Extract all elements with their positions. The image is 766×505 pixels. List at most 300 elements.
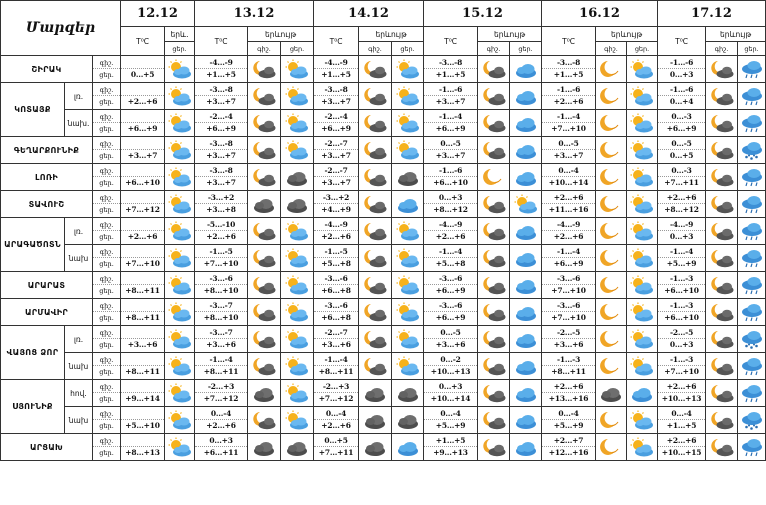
day-label: ցեր. (99, 260, 114, 268)
day-temp: +3…+7 (127, 151, 158, 160)
snow-cloud-icon (739, 410, 765, 431)
weather-cell (510, 272, 542, 299)
sun-cloud-icon (629, 167, 655, 188)
day-header: ցեր. (738, 42, 766, 56)
temperature-cell (121, 56, 165, 83)
day-label: ցեր. (99, 233, 114, 241)
night-temp: -4…-9 (314, 219, 358, 231)
weather-cell (478, 299, 510, 326)
moon-cloud-icon (481, 275, 507, 296)
temperature-cell (314, 299, 359, 326)
region-row (1, 191, 766, 218)
temperature-cell (314, 191, 359, 218)
night-temp: -3…-8 (314, 84, 358, 96)
moon-icon (598, 275, 624, 296)
weather-cell (706, 299, 738, 326)
weather-cell (510, 434, 542, 461)
moon-cloud-icon (251, 248, 277, 269)
weather-cell (478, 56, 510, 83)
temperature-cell (195, 353, 248, 380)
night-day-labels (93, 380, 121, 407)
temp-header: T⁰C (658, 27, 706, 56)
temperature-cell (658, 218, 706, 245)
day-temp: +8…+12 (664, 205, 699, 214)
moon-cloud-icon (481, 356, 507, 377)
weather-cell (738, 272, 766, 299)
weather-cell (627, 164, 658, 191)
weather-cell (165, 110, 195, 137)
weather-cell (596, 326, 627, 353)
temperature-cell (314, 218, 359, 245)
temperature-cell (314, 164, 359, 191)
weather-cell (392, 218, 424, 245)
temperature-cell (658, 434, 706, 461)
sky-header: երև. (165, 27, 195, 42)
weather-cell (596, 272, 627, 299)
night-header: գիշ. (248, 42, 281, 56)
cloud-icon (513, 59, 539, 80)
weather-cell (706, 434, 738, 461)
day-temp: +2…+6 (435, 232, 466, 241)
temperature-cell (424, 380, 478, 407)
temperature-cell (542, 110, 596, 137)
weather-cell (392, 272, 424, 299)
weather-cell (165, 56, 195, 83)
night-temp (121, 381, 164, 393)
subregion-label: լռ. (65, 218, 93, 245)
moon-cloud-icon (251, 113, 277, 134)
moon-cloud-icon (709, 383, 735, 404)
day-temp: +10…+13 (661, 394, 702, 403)
region-row (1, 272, 766, 299)
temperature-cell (424, 83, 478, 110)
day-temp: +2…+6 (321, 232, 351, 241)
day-label: ցեր. (99, 287, 114, 295)
night-temp: 0…-3 (658, 165, 705, 177)
dark-cloud-icon (395, 383, 421, 404)
weather-cell (281, 110, 314, 137)
sun-cloud-icon (395, 140, 421, 161)
weather-cell (165, 191, 195, 218)
sky-header: երևույթ (596, 27, 658, 42)
moon-cloud-icon (709, 410, 735, 431)
sun-cloud-icon (629, 248, 655, 269)
weather-cell (281, 245, 314, 272)
weather-cell (165, 218, 195, 245)
temperature-cell (121, 407, 165, 434)
day-temp: +2…+6 (553, 97, 584, 106)
moon-cloud-icon (481, 113, 507, 134)
weather-cell (478, 434, 510, 461)
weather-cell (281, 137, 314, 164)
weather-cell (165, 407, 195, 434)
day-temp: +7…+12 (203, 394, 239, 403)
weather-cell (627, 353, 658, 380)
night-temp: 0…+5 (314, 435, 358, 447)
dark-cloud-icon (598, 383, 624, 404)
night-temp: 0…+3 (424, 381, 477, 393)
weather-cell (248, 272, 281, 299)
weather-cell (392, 380, 424, 407)
sun-cloud-icon (167, 113, 193, 134)
weather-cell (392, 326, 424, 353)
sun-cloud-icon (629, 113, 655, 134)
weather-cell (627, 137, 658, 164)
day-temp: +3…+6 (553, 340, 584, 349)
sun-cloud-icon (167, 167, 193, 188)
moon-cloud-icon (481, 194, 507, 215)
moon-icon (481, 167, 507, 188)
day-temp: +3…+7 (321, 151, 351, 160)
day-temp: +8…+11 (125, 313, 160, 322)
night-temp: -2…-7 (314, 165, 358, 177)
sun-cloud-icon (395, 302, 421, 323)
dark-cloud-icon (251, 437, 277, 458)
day-temp: +2…+6 (206, 421, 236, 430)
night-temp: -4…-9 (542, 219, 595, 231)
moon-cloud-icon (251, 140, 277, 161)
moon-cloud-icon (362, 113, 388, 134)
night-day-labels (93, 326, 121, 353)
date-header: 13.12 (195, 1, 314, 27)
sun-cloud-icon (513, 194, 539, 215)
day-temp: +7…+10 (664, 367, 699, 376)
weather-cell (281, 380, 314, 407)
day-temp: +6…+9 (553, 259, 584, 268)
rain-cloud-icon (739, 113, 765, 134)
night-temp: -2…-4 (195, 111, 247, 123)
cloud-icon (513, 410, 539, 431)
sun-cloud-icon (629, 302, 655, 323)
day-header: ցեր. (392, 42, 424, 56)
sun-cloud-icon (629, 275, 655, 296)
weather-cell (248, 164, 281, 191)
day-temp: +3…+8 (206, 205, 236, 214)
weather-cell (478, 218, 510, 245)
temperature-cell (542, 353, 596, 380)
moon-cloud-icon (362, 86, 388, 107)
temperature-cell (658, 272, 706, 299)
night-temp: -2…-7 (314, 138, 358, 150)
weather-cell (738, 110, 766, 137)
weather-cell (510, 380, 542, 407)
night-label: գիշ. (93, 435, 120, 447)
moon-icon (598, 113, 624, 134)
moon-cloud-icon (709, 248, 735, 269)
sun-cloud-icon (284, 356, 310, 377)
day-temp: +12…+16 (548, 448, 589, 457)
temperature-cell (424, 110, 478, 137)
night-temp (121, 300, 164, 312)
moon-cloud-icon (709, 167, 735, 188)
weather-cell (627, 56, 658, 83)
night-temp: +2…+6 (542, 192, 595, 204)
weather-cell (627, 218, 658, 245)
night-temp: -1…-5 (314, 246, 358, 258)
weather-cell (478, 164, 510, 191)
day-header: ցեր. (627, 42, 658, 56)
temperature-cell (542, 164, 596, 191)
day-temp: +4…+9 (321, 205, 351, 214)
weather-cell (248, 326, 281, 353)
region-row (1, 299, 766, 326)
day-temp: +3…+6 (127, 340, 158, 349)
day-temp: +6…+10 (125, 178, 160, 187)
night-temp: -3…+2 (195, 192, 247, 204)
temperature-cell (195, 110, 248, 137)
day-header: ցեր. (281, 42, 314, 56)
cloud-icon (513, 302, 539, 323)
night-temp: 0…-3 (658, 111, 705, 123)
forecast-body (1, 56, 766, 461)
night-temp (121, 408, 164, 420)
rain-cloud-icon (739, 86, 765, 107)
sun-cloud-icon (167, 437, 193, 458)
weather-cell (281, 191, 314, 218)
sun-cloud-icon (167, 248, 193, 269)
moon-icon (598, 248, 624, 269)
day-temp: +7…+11 (664, 178, 699, 187)
sun-cloud-icon (284, 383, 310, 404)
weather-cell (165, 83, 195, 110)
temperature-cell (424, 299, 478, 326)
night-label: գիշ. (93, 192, 120, 204)
sky-header: երևույթ (478, 27, 542, 42)
moon-cloud-icon (709, 140, 735, 161)
night-temp: -3…-6 (542, 300, 595, 312)
weather-cell (392, 407, 424, 434)
temperature-cell (542, 326, 596, 353)
region-name: ԿՈՏԱՅՔ (1, 83, 65, 137)
night-temp: -3…-7 (195, 300, 247, 312)
temperature-cell (424, 191, 478, 218)
rain-cloud-icon (739, 275, 765, 296)
weather-cell (392, 245, 424, 272)
moon-cloud-icon (481, 329, 507, 350)
moon-cloud-icon (481, 302, 507, 323)
sun-cloud-icon (284, 59, 310, 80)
night-temp: -3…-8 (195, 84, 247, 96)
sun-cloud-icon (395, 356, 421, 377)
weather-cell (627, 407, 658, 434)
weather-cell (248, 218, 281, 245)
weather-cell (248, 137, 281, 164)
day-label: ցեր. (99, 98, 114, 106)
region-row (1, 326, 766, 353)
weather-cell (738, 164, 766, 191)
moon-icon (598, 221, 624, 242)
dark-cloud-icon (395, 167, 421, 188)
temperature-cell (121, 353, 165, 380)
sun-cloud-icon (167, 59, 193, 80)
day-temp: +6…+9 (435, 124, 466, 133)
weather-cell (510, 83, 542, 110)
sun-cloud-icon (167, 356, 193, 377)
weather-cell (627, 380, 658, 407)
temp-header: T⁰C (424, 27, 478, 56)
weather-cell (359, 110, 392, 137)
night-temp: -1…-4 (424, 246, 477, 258)
night-day-labels (93, 353, 121, 380)
night-temp: -3…-8 (424, 57, 477, 69)
region-row (1, 218, 766, 245)
day-temp: +8…+11 (203, 367, 239, 376)
weather-cell (281, 83, 314, 110)
moon-cloud-icon (251, 275, 277, 296)
sky-header: երևույթ (359, 27, 424, 42)
day-temp: +6…+9 (435, 313, 466, 322)
weather-cell (478, 245, 510, 272)
weather-cell (738, 407, 766, 434)
weather-cell (706, 218, 738, 245)
day-temp: +10…+14 (430, 394, 471, 403)
day-temp: +10…+15 (661, 448, 702, 457)
temperature-cell (542, 137, 596, 164)
night-temp (121, 354, 164, 366)
day-label: ցեր. (99, 179, 114, 187)
temperature-cell (314, 56, 359, 83)
weather-cell (596, 299, 627, 326)
night-temp: -3…-6 (195, 273, 247, 285)
dark-cloud-icon (395, 410, 421, 431)
temperature-cell (424, 272, 478, 299)
region-name: ՏԱՎՈՒՇ (1, 191, 93, 218)
temperature-cell (121, 299, 165, 326)
night-temp: +2…+6 (658, 435, 705, 447)
weather-cell (510, 326, 542, 353)
weather-cell (478, 353, 510, 380)
temperature-cell (658, 110, 706, 137)
temperature-cell (121, 245, 165, 272)
night-temp: -2…-4 (314, 111, 358, 123)
weather-cell (596, 164, 627, 191)
weather-cell (510, 191, 542, 218)
rain-cloud-icon (739, 383, 765, 404)
weather-cell (248, 353, 281, 380)
sun-cloud-icon (629, 410, 655, 431)
night-temp: -1…-4 (424, 111, 477, 123)
moon-cloud-icon (481, 221, 507, 242)
weather-cell (510, 218, 542, 245)
temperature-cell (195, 407, 248, 434)
moon-cloud-icon (709, 221, 735, 242)
temperature-cell (658, 164, 706, 191)
weather-cell (738, 434, 766, 461)
moon-cloud-icon (481, 437, 507, 458)
day-temp: +5…+8 (435, 259, 466, 268)
day-temp: +8…+12 (433, 205, 468, 214)
region-row (1, 110, 766, 137)
night-temp (121, 165, 164, 177)
sun-cloud-icon (629, 86, 655, 107)
sun-cloud-icon (395, 59, 421, 80)
night-temp: 0…-4 (314, 408, 358, 420)
temperature-cell (195, 245, 248, 272)
night-temp: -2…+3 (314, 381, 358, 393)
weather-cell (165, 272, 195, 299)
weather-cell (359, 380, 392, 407)
day-temp: +10…+13 (430, 367, 471, 376)
cloud-icon (513, 248, 539, 269)
weather-cell (359, 326, 392, 353)
temperature-cell (424, 434, 478, 461)
weather-cell (510, 110, 542, 137)
weather-cell (478, 83, 510, 110)
temperature-cell (195, 56, 248, 83)
night-label: գիշ. (93, 165, 120, 177)
night-temp (121, 192, 164, 204)
weather-cell (627, 326, 658, 353)
sun-cloud-icon (284, 86, 310, 107)
date-header: 16.12 (542, 1, 658, 27)
night-temp: -1…-3 (658, 354, 705, 366)
sky-header: երևույթ (248, 27, 314, 42)
day-temp: +7…+11 (318, 448, 354, 457)
day-temp: 0…+4 (669, 97, 694, 106)
night-header: գիշ. (478, 42, 510, 56)
night-day-labels (93, 164, 121, 191)
sun-cloud-icon (629, 437, 655, 458)
weather-cell (165, 380, 195, 407)
temperature-cell (195, 164, 248, 191)
dark-cloud-icon (362, 437, 388, 458)
temperature-cell (424, 353, 478, 380)
sun-cloud-icon (284, 329, 310, 350)
subregion-label: նախ (65, 407, 93, 434)
night-temp (121, 273, 164, 285)
night-temp: -1…-4 (314, 354, 358, 366)
weather-cell (706, 353, 738, 380)
weather-cell (281, 164, 314, 191)
night-temp: 0…-4 (424, 408, 477, 420)
sun-cloud-icon (167, 329, 193, 350)
moon-cloud-icon (709, 302, 735, 323)
night-temp: 0…-5 (424, 138, 477, 150)
sun-cloud-icon (167, 86, 193, 107)
temperature-cell (121, 218, 165, 245)
night-temp (121, 327, 164, 339)
rain-cloud-icon (739, 167, 765, 188)
weather-cell (248, 299, 281, 326)
moon-cloud-icon (251, 329, 277, 350)
rain-cloud-icon (739, 302, 765, 323)
day-temp: +8…+10 (203, 313, 239, 322)
day-temp: +1…+5 (206, 70, 236, 79)
day-temp: +3…+7 (206, 97, 236, 106)
dark-cloud-icon (284, 194, 310, 215)
night-label: գիշ. (93, 354, 120, 366)
region-name: ԱՐՄԱՎԻՐ (1, 299, 93, 326)
subregion-label: լռ. (65, 326, 93, 353)
weather-cell (596, 434, 627, 461)
night-temp: -3…-8 (542, 57, 595, 69)
weather-cell (510, 164, 542, 191)
sun-cloud-icon (629, 140, 655, 161)
night-temp: -1…-6 (658, 57, 705, 69)
moon-cloud-icon (481, 59, 507, 80)
weather-cell (392, 83, 424, 110)
day-temp: +1…+5 (435, 70, 466, 79)
temperature-cell (121, 83, 165, 110)
moon-cloud-icon (251, 302, 277, 323)
day-temp: 0…+3 (669, 70, 694, 79)
weather-cell (478, 137, 510, 164)
temperature-cell (424, 56, 478, 83)
night-day-labels (93, 218, 121, 245)
moon-cloud-icon (481, 140, 507, 161)
region-name: ՇԻՐԱԿ (1, 56, 93, 83)
temperature-cell (542, 245, 596, 272)
